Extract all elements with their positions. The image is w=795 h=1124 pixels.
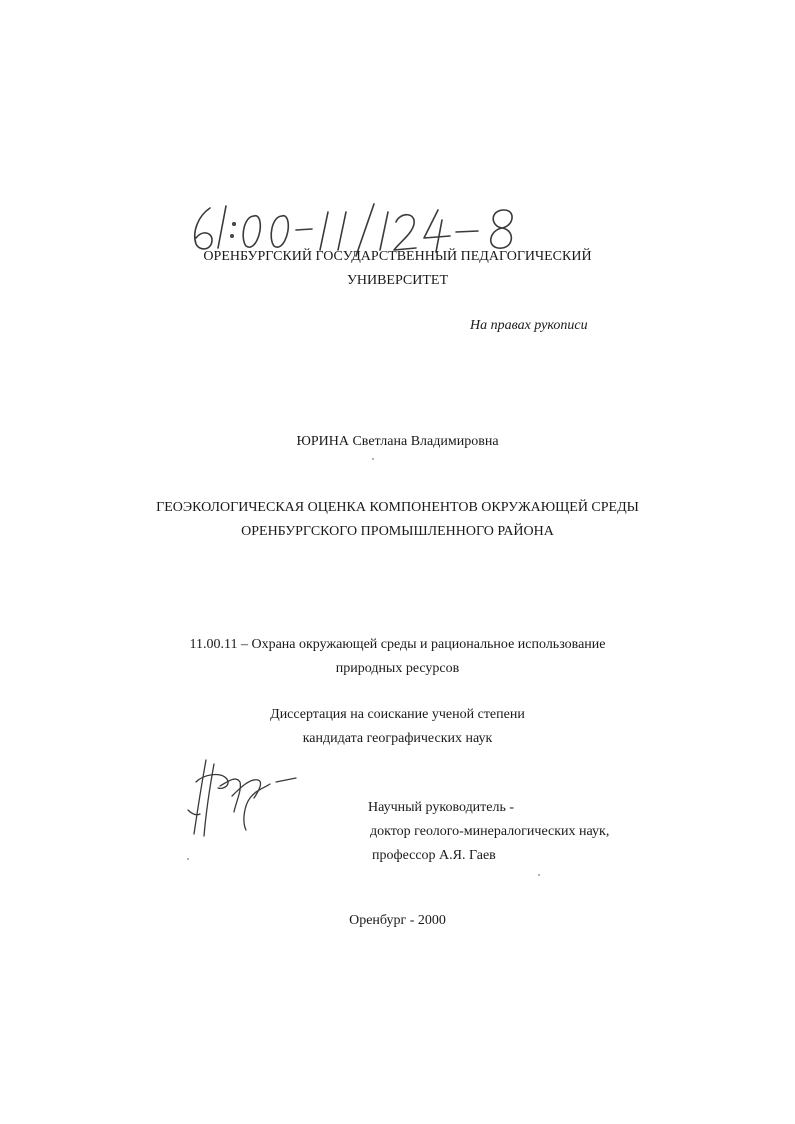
specialty-line1: 11.00.11 – Охрана окружающей среды и рациональное использование — [189, 637, 606, 652]
scan-speck — [372, 458, 374, 460]
author-name: ЮРИНА Светлана Владимировна — [296, 434, 499, 449]
dissertation-title-line2: ОРЕНБУРГСКОГО ПРОМЫШЛЕННОГО РАЙОНА — [241, 524, 554, 539]
dissertation-title-line1: ГЕОЭКОЛОГИЧЕСКАЯ ОЦЕНКА КОМПОНЕНТОВ ОКРУЖАЮЩЕЙ СРЕДЫ — [156, 500, 639, 515]
city-year: Оренбург - 2000 — [349, 913, 446, 928]
rights-note: На правах рукописи — [470, 318, 588, 333]
specialty-line2: природных ресурсов — [335, 661, 460, 676]
advisor-degree: доктор геолого-минералогических наук, — [370, 824, 610, 839]
signature — [184, 752, 304, 842]
degree-line1: Диссертация на соискание ученой степени — [270, 707, 525, 722]
degree-line2: кандидата географических наук — [302, 731, 493, 746]
scan-speck — [187, 858, 189, 860]
scan-speck — [538, 874, 540, 876]
advisor-name: профессор А.Я. Гаев — [372, 848, 496, 863]
advisor-role: Научный руководитель - — [368, 800, 515, 815]
advisor-block — [368, 796, 609, 868]
university-name-line2: УНИВЕРСИТЕТ — [346, 273, 449, 288]
university-name-line1: ОРЕНБУРГСКИЙ ГОСУДАРСТВЕННЫЙ ПЕДАГОГИЧЕСКИЙ — [203, 249, 592, 264]
